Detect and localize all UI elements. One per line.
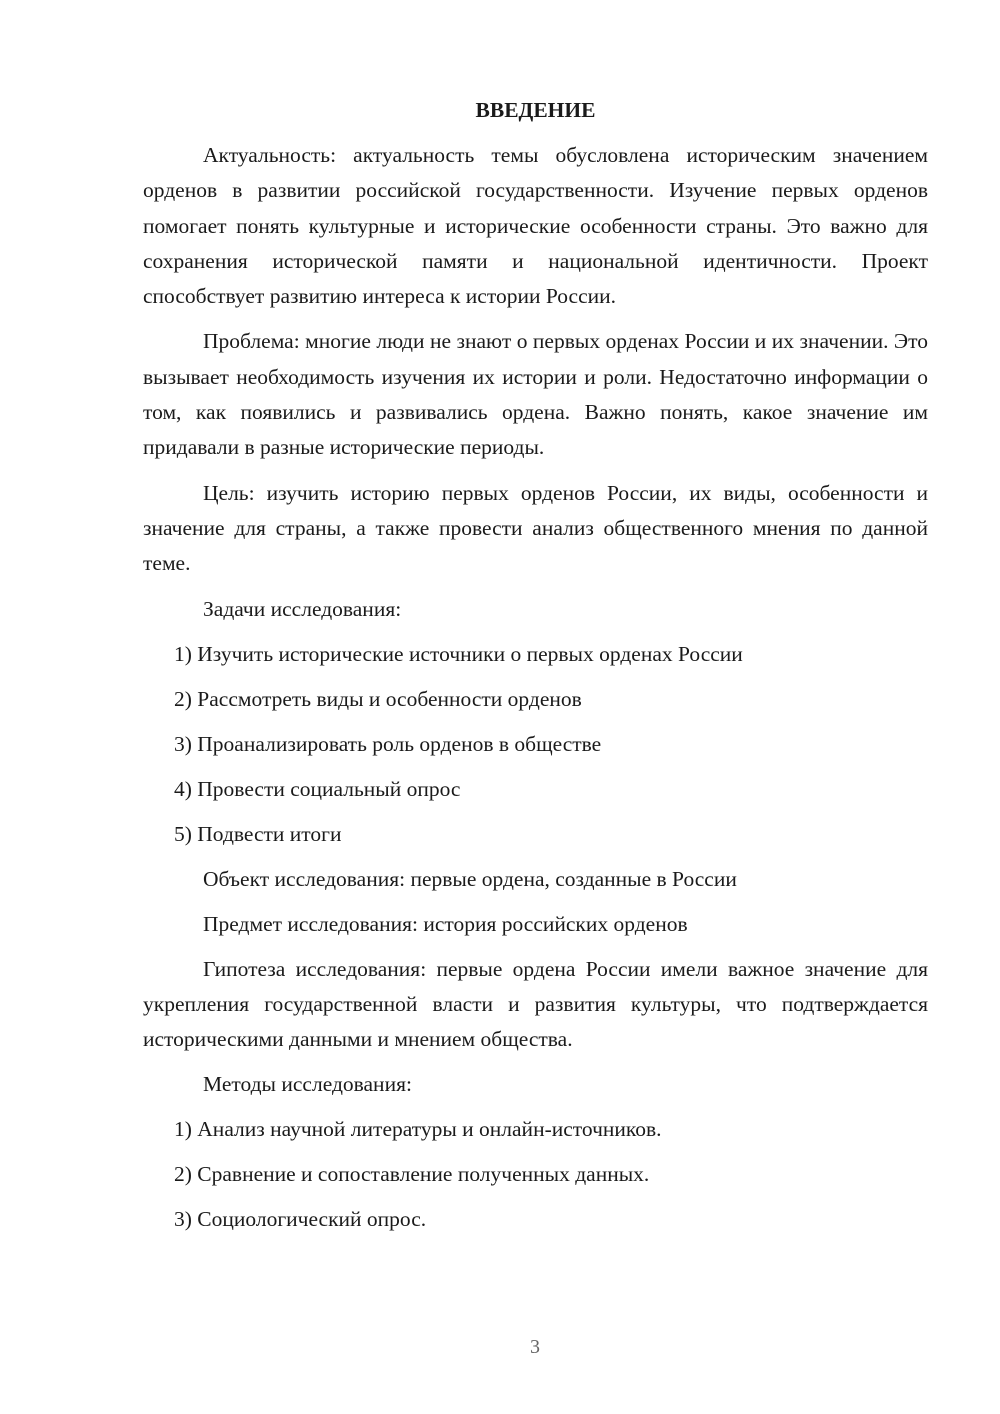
list-item: 5) Подвести итоги xyxy=(174,821,342,846)
list-item: 2) Рассмотреть виды и особенности орденов xyxy=(174,686,582,711)
list-item: 4) Провести социальный опрос xyxy=(174,776,461,801)
list-item: 1) Анализ научной литературы и онлайн-источников. xyxy=(174,1117,662,1142)
goal-paragraph: Цель: изучить историю первых орденов России, их виды, особенности и значение для страны, а также провести анализ общественного мнения по данной теме. xyxy=(143,480,928,576)
list-item: 3) Проанализировать роль орденов в обществе xyxy=(174,731,602,756)
page-number: 3 xyxy=(530,1336,540,1358)
tasks-list xyxy=(143,637,928,852)
methods-list xyxy=(143,1112,928,1237)
list-item: 2) Сравнение и сопоставление полученных данных. xyxy=(174,1162,650,1187)
actuality-paragraph: Актуальность: актуальность темы обусловлена историческим значением орденов в развитии российской государственности. Изучение первых орденов помогает понять культурные и исторические особенности страны. Это важно для сохранения исторической памяти и национальной идентичности. Проект способствует развитию интереса к истории России. xyxy=(143,143,928,309)
object-line: Объект исследования: первые ордена, созданные в России xyxy=(203,866,737,891)
tasks-heading: Задачи исследования: xyxy=(203,596,402,621)
problem-paragraph: Проблема: многие люди не знают о первых орденах России и их значении. Это вызывает необходимость изучения их истории и роли. Недостаточно информации о том, как появились и развивались ордена. Важно понять, какое значение им придавали в разные исторические периоды. xyxy=(143,329,928,460)
document-page xyxy=(143,93,928,1247)
list-item: 1) Изучить исторические источники о первых орденах России xyxy=(174,641,743,666)
hypothesis-paragraph: Гипотеза исследования: первые ордена России имели важное значение для укрепления государственной власти и развития культуры, что подтверждается историческими данными и мнением общества. xyxy=(143,956,928,1052)
methods-heading: Методы исследования: xyxy=(203,1072,412,1097)
subject-line: Предмет исследования: история российских орденов xyxy=(203,911,688,936)
list-item: 3) Социологический опрос. xyxy=(174,1207,427,1232)
page-title: ВВЕДЕНИЕ xyxy=(475,98,596,122)
